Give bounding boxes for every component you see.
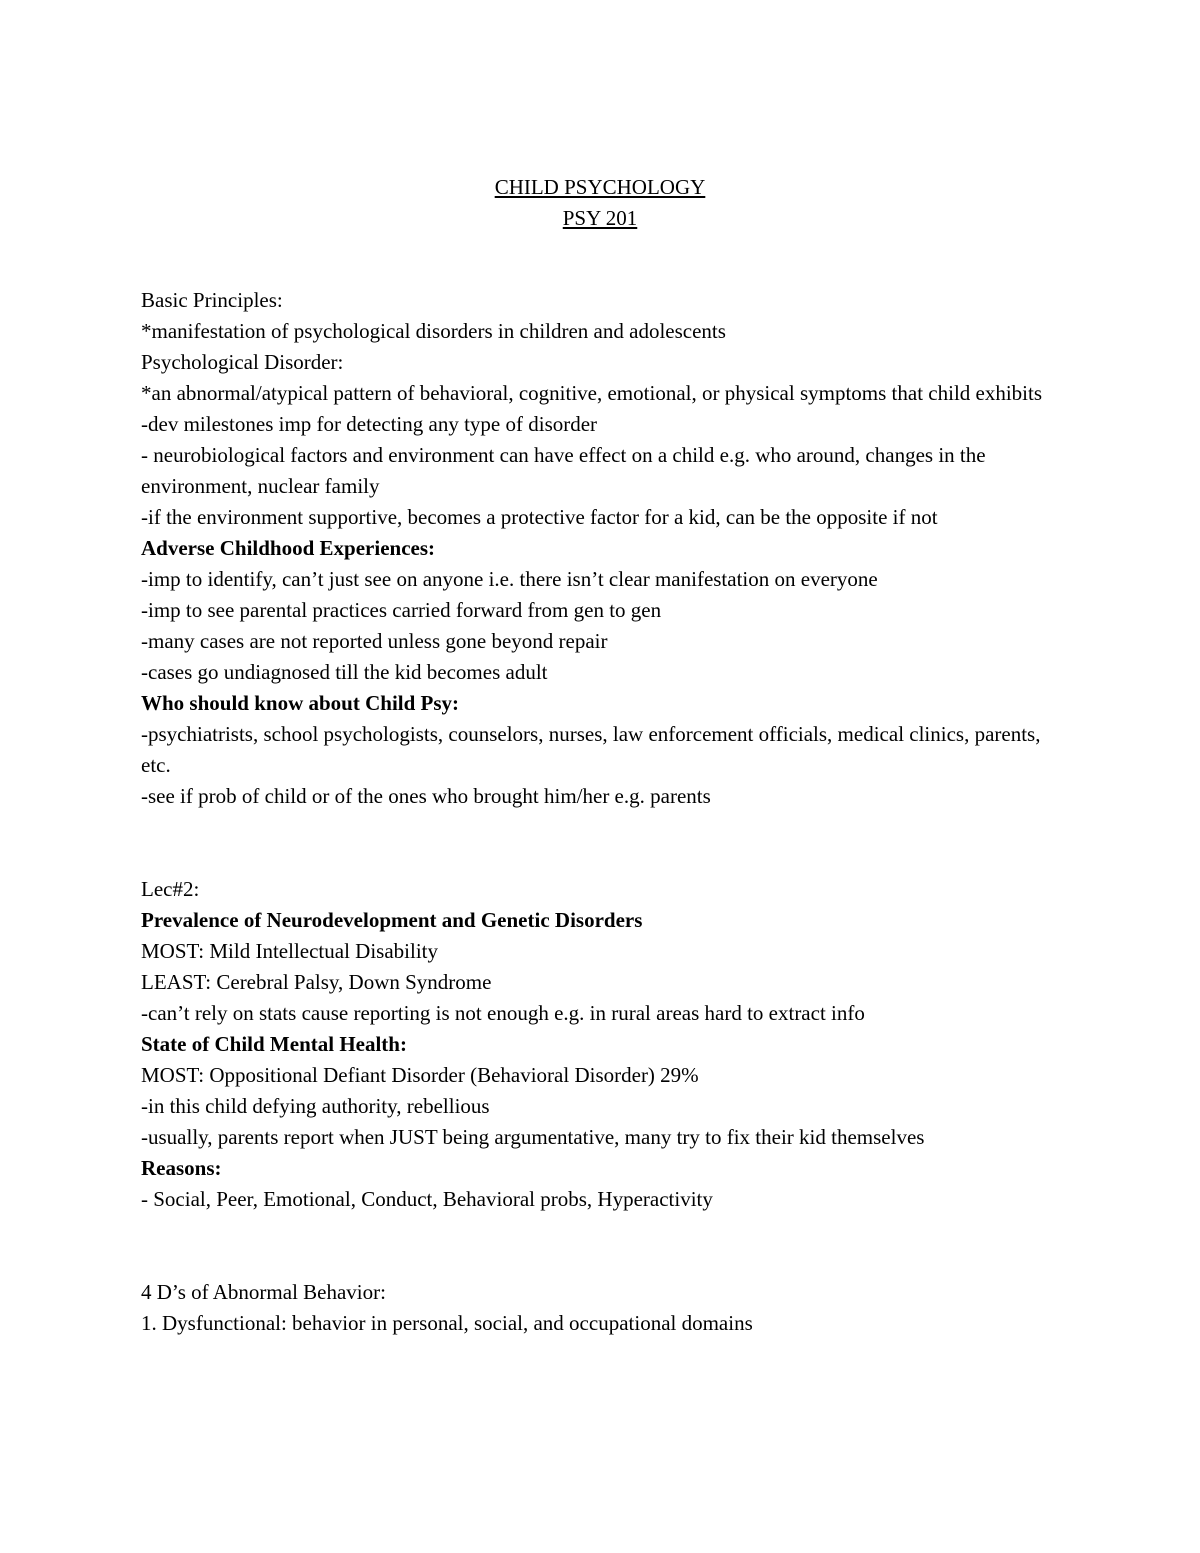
text-line: -imp to see parental practices carried forward from gen to gen xyxy=(141,598,662,622)
text-line: -cases go undiagnosed till the kid becomes adult xyxy=(141,660,548,684)
heading-adverse-childhood-experiences: Adverse Childhood Experiences: xyxy=(141,536,435,560)
text-line: - Social, Peer, Emotional, Conduct, Behavioral probs, Hyperactivity xyxy=(141,1187,713,1211)
text-line: -in this child defying authority, rebellious xyxy=(141,1094,490,1118)
text-line: Basic Principles: xyxy=(141,288,283,312)
text-line: 4 D’s of Abnormal Behavior: xyxy=(141,1280,386,1304)
document-body xyxy=(141,285,1061,1339)
text-line: *an abnormal/atypical pattern of behavioral, cognitive, emotional, or physical symptoms that child exhibits xyxy=(141,381,1043,405)
text-line: -psychiatrists, school psychologists, counselors, nurses, law enforcement officials, medical clinics, parents, etc. xyxy=(141,722,1041,777)
text-line: -imp to identify, can’t just see on anyone i.e. there isn’t clear manifestation on everyone xyxy=(141,567,878,591)
title-course-code: PSY 201 xyxy=(562,206,638,230)
text-line: -can’t rely on stats cause reporting is not enough e.g. in rural areas hard to extract info xyxy=(141,1001,865,1025)
text-line: MOST: Oppositional Defiant Disorder (Behavioral Disorder) 29% xyxy=(141,1063,699,1087)
heading-prevalence: Prevalence of Neurodevelopment and Genetic Disorders xyxy=(141,908,643,932)
blank-gap xyxy=(141,812,1061,874)
text-line: *manifestation of psychological disorders in children and adolescents xyxy=(141,319,726,343)
text-line: MOST: Mild Intellectual Disability xyxy=(141,939,439,963)
text-line: -dev milestones imp for detecting any type of disorder xyxy=(141,412,598,436)
text-line: LEAST: Cerebral Palsy, Down Syndrome xyxy=(141,970,492,994)
title-course-name: CHILD PSYCHOLOGY xyxy=(494,175,706,199)
lecture-label: Lec#2: xyxy=(141,877,200,901)
blank-gap xyxy=(141,1215,1061,1277)
heading-who-should-know: Who should know about Child Psy: xyxy=(141,691,460,715)
text-line: -see if prob of child or of the ones who brought him/her e.g. parents xyxy=(141,784,711,808)
heading-state-of-child-mental-health: State of Child Mental Health: xyxy=(141,1032,407,1056)
document-title xyxy=(0,172,1200,234)
text-line: -many cases are not reported unless gone beyond repair xyxy=(141,629,608,653)
text-line: - neurobiological factors and environment can have effect on a child e.g. who around, changes in the environment, nuclear family xyxy=(141,443,986,498)
text-line: 1. Dysfunctional: behavior in personal, social, and occupational domains xyxy=(141,1311,753,1335)
text-line: -if the environment supportive, becomes a protective factor for a kid, can be the opposite if not xyxy=(141,505,938,529)
text-line: Psychological Disorder: xyxy=(141,350,344,374)
text-line: -usually, parents report when JUST being argumentative, many try to fix their kid themselves xyxy=(141,1125,925,1149)
heading-reasons: Reasons: xyxy=(141,1156,222,1180)
